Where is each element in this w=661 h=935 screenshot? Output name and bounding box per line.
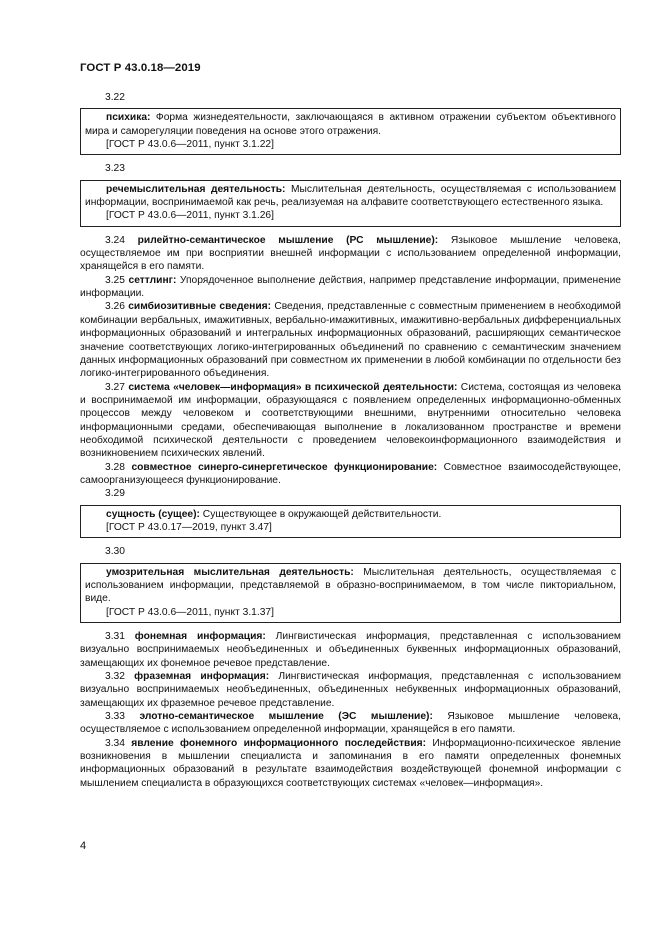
term: система «человек—информация» в психической деятельности: [128, 381, 458, 393]
definition: Языковое мышление человека, осуществляемое с использованием определенной информации, хранящейся в его памяти. [80, 711, 621, 736]
term: умозрительная мыслительная деятельность: [106, 566, 354, 578]
definition-text [85, 183, 616, 210]
definition: Упорядоченное выполнение действия, например представление информации, применение информации. [80, 274, 621, 300]
definition-text [85, 566, 616, 606]
entry-3-27 [80, 381, 621, 461]
entry-number: 3.29 [105, 488, 125, 500]
entry-number: 3.32 [105, 671, 125, 683]
term: элотно-семантическое мышление (ЭС мышление): [139, 711, 433, 723]
entry-number: 3.22 [105, 92, 125, 103]
entry-number: 3.26 [105, 301, 125, 313]
definition-text [85, 508, 616, 521]
definition: Лингвистическая информация, представленная с использованием визуально воспринимаемых необъединенных и объединенных буквенных информационных образований, замещающих их фонемное речевое представление. [80, 631, 621, 669]
entry-number: 3.27 [105, 381, 125, 393]
term: психика: [106, 112, 151, 124]
term: фонемная информация: [134, 631, 266, 643]
entry-number: 3.33 [105, 711, 125, 723]
entry-3-32 [80, 670, 621, 710]
document-body [80, 91, 621, 790]
source-reference: [ГОСТ Р 43.0.17—2019, пункт 3.47] [106, 521, 272, 533]
entry-3-28 [80, 461, 621, 488]
entry-3-31 [80, 630, 621, 670]
term: рилейтно-семантическое мышление (РС мышление): [137, 234, 439, 246]
definition: Форма жизнедеятельности, заключающаяся в активном отражении субъектом объективного мира и саморегуляции поведения на основе этого отражения. [85, 112, 616, 137]
entry-number: 3.23 [105, 163, 125, 175]
definition: Языковое мышление человека, осуществляемое им при восприятии внешней информации с использованием определенной информации, хранящейся в его памяти. [80, 234, 621, 273]
entry-number: 3.31 [105, 631, 125, 643]
source-reference: [ГОСТ Р 43.0.6—2011, пункт 3.1.26] [106, 210, 274, 222]
definition-box-3-29 [80, 505, 621, 539]
term: явление фонемного информационного последействия: [131, 737, 427, 749]
definition: Мыслительная деятельность, осуществляемая с использованием информации, представляемой в образно-воспринимаемом, в том числе пикториальном, виде. [85, 566, 616, 605]
document-header: ГОСТ Р 43.0.18—2019 [80, 62, 201, 74]
entry-number: 3.24 [105, 234, 125, 246]
definition-box-3-23 [80, 180, 621, 227]
source-reference: [ГОСТ Р 43.0.6—2011, пункт 3.1.22] [106, 139, 274, 151]
entry-number: 3.30 [105, 546, 125, 558]
definition: Лингвистическая информация, представленная с использованием визуально воспринимаемых необъединенных, объединенных небуквенных информационных образований, замещающих их фраземное речевое представление. [80, 671, 621, 709]
term: речемыслительная деятельность: [106, 183, 286, 195]
term: сеттлинг: [128, 274, 177, 286]
entry-number: 3.28 [105, 461, 125, 473]
term: совместное синерго-синергетическое функционирование: [131, 461, 438, 473]
entry-3-33 [80, 710, 621, 737]
entry-3-25 [80, 274, 621, 301]
term: фраземная информация: [134, 671, 270, 683]
definition-box-3-22 [80, 108, 621, 155]
entry-number: 3.34 [105, 737, 125, 749]
definition: Система, состоящая из человека и воспринимаемой им информации, образующаяся с появлением определенных информационно-обменных процессов между человеком и соответствующими внешними, внутренними относительно человека информационными средами, обеспечивающая выполнение в локализованном пространстве и времени необходимой психической деятельности с проведением человекоинформационного взаимодействия и возникновением психических явлений. [80, 381, 622, 460]
term: сущность (сущее): [106, 508, 200, 520]
definition: Сведения, представленные с совместным применением в необходимой комбинации вербальных, имажитивных, вербально-имажитивных, имажитивно-вербальных дифференциальных информационных образований и интегральных информационных образований, расширяющих семантическое значение соответствующих логико-интегрированных объединений по сравнению с семантическим значением данных информационных образований при совместном их применении в любой комбинации по отдельности без логико-интегрированного объединения. [80, 301, 621, 380]
entry-3-34 [80, 737, 621, 790]
definition: Существующее в окружающей действительности. [199, 508, 442, 520]
entry-3-26 [80, 300, 621, 380]
definition-box-3-30 [80, 563, 621, 623]
definition: Мыслительная деятельность, осуществляемая с использованием информации, воспринимаемой как речь, реализуемая на алфавите соответствующего естественного языка. [85, 183, 616, 209]
definition: Совместное взаимосодействующее, самоорганизующееся функционирование. [80, 461, 621, 486]
entry-number: 3.25 [105, 274, 125, 286]
term: симбиозитивные сведения: [128, 301, 272, 313]
definition-text [85, 111, 616, 138]
page-number: 4 [80, 840, 87, 852]
source-reference: [ГОСТ Р 43.0.6—2011, пункт 3.1.37] [106, 606, 274, 618]
definition: Информационно-психическое явление возникновения в мышлении специалиста и запоминания в его памяти определенных фонемных информационных образований в результате взаимодействия воздействующей фонемной информации с мышлением специалиста в образующихся соответствующих системах «человек—информация». [80, 737, 621, 789]
entry-3-24 [80, 234, 621, 274]
